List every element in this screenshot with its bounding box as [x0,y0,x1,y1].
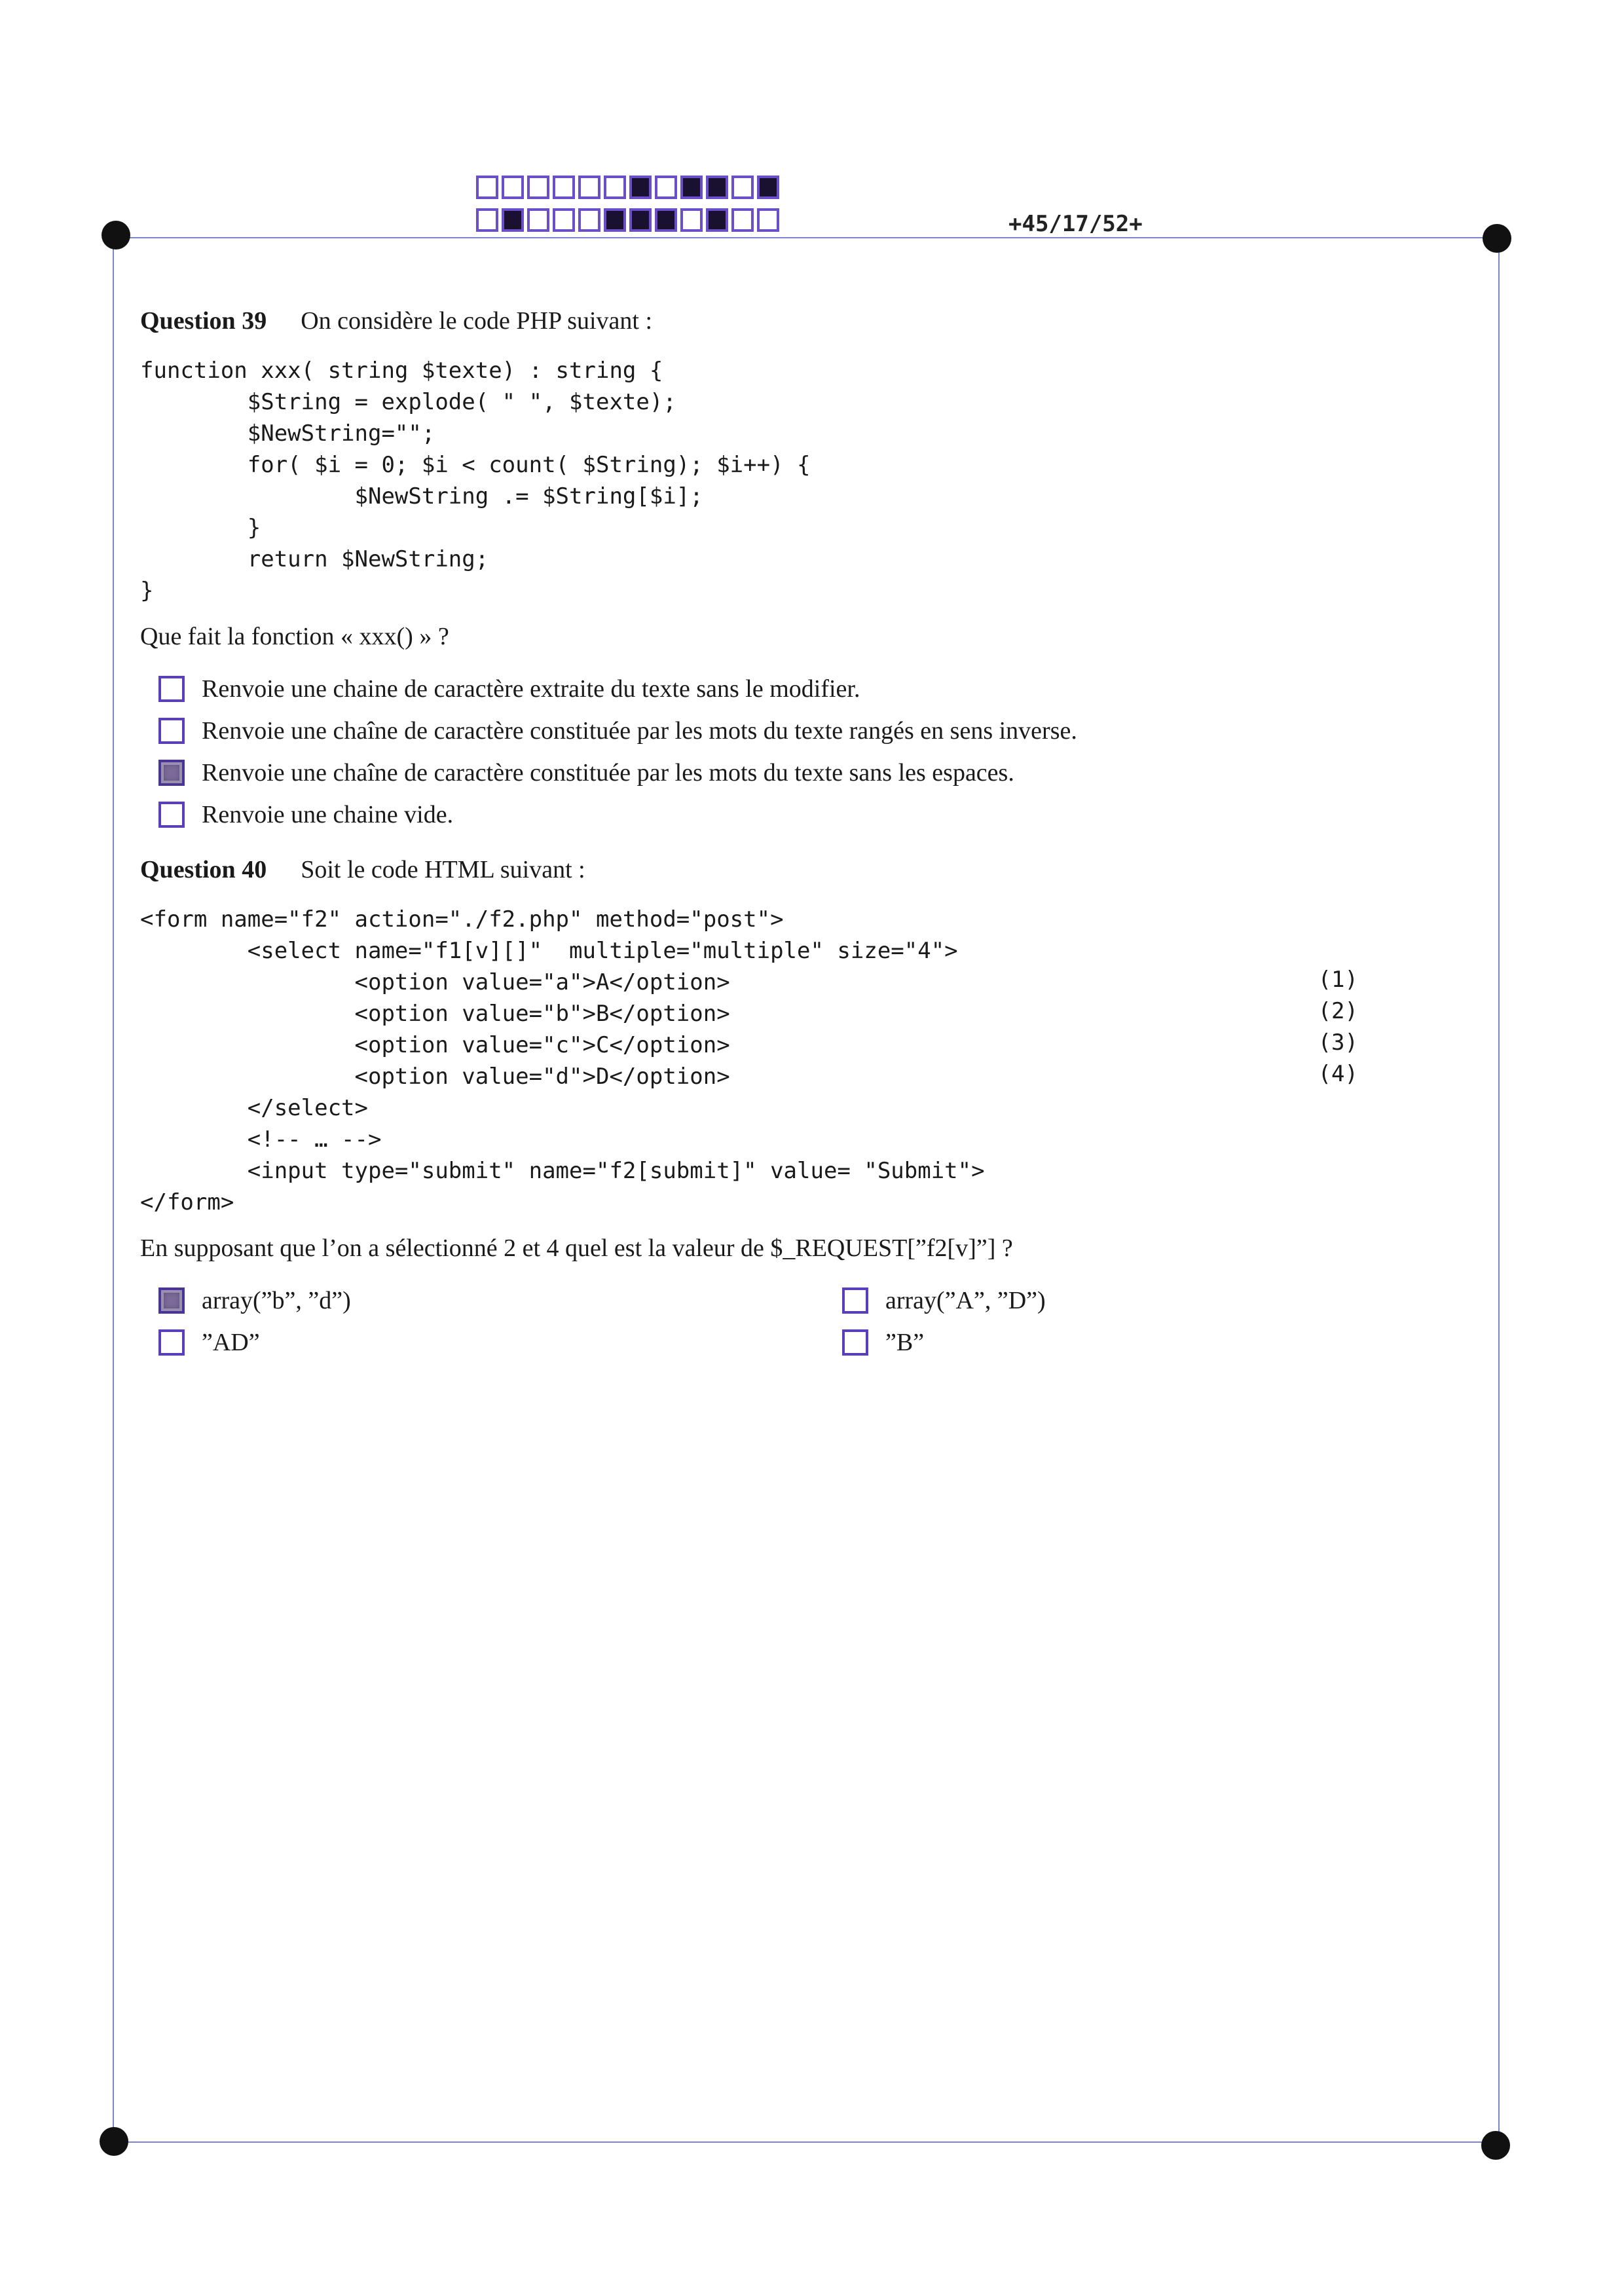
barcode-cell [680,176,703,199]
answer-choice-label: array(”b”, ”d”) [202,1287,351,1314]
code-line [140,935,1411,967]
barcode-cell [731,208,754,232]
corner-mark-top-right [1483,224,1511,253]
checkbox-icon[interactable] [158,676,185,702]
code-line-ref-number: (1) [1318,967,1358,993]
checkbox-icon[interactable] [842,1329,868,1356]
code-line [140,998,1411,1029]
checked-box-icon[interactable] [158,760,185,786]
code-line [140,904,1411,935]
barcode-cell [476,176,498,199]
barcode-cell [476,208,498,232]
code-line-text: <select name="f1[v][]" multiple="multiple" size="4"> [140,938,958,964]
answer-choice-label: Renvoie une chaine de caractère extraite du texte sans le modifier. [202,675,860,703]
code-line [140,1124,1411,1155]
answer-choice[interactable] [158,752,1411,794]
barcode-cell [731,176,754,199]
barcode-cell [578,176,600,199]
barcode-cell [680,208,703,232]
checkbox-icon[interactable] [158,1329,185,1356]
barcode-cell [629,176,652,199]
question-39-label: Question 39 [140,307,267,335]
barcode-cell [757,208,779,232]
answer-choice-label: ”AD” [202,1329,260,1356]
answer-choice-label: Renvoie une chaîne de caractère constituée par les mots du texte rangés en sens inverse. [202,717,1077,745]
question-40-header [140,855,1411,884]
question-40-code [140,904,1411,1218]
barcode-cell [502,208,524,232]
checkbox-icon[interactable] [842,1287,868,1314]
question-40-choices [158,1280,1411,1363]
barcode-cell [629,208,652,232]
code-line-ref-number: (3) [1318,1029,1358,1056]
code-line-text: <!-- … --> [140,1126,382,1153]
barcode-row-bottom [476,208,779,232]
answer-choice[interactable] [158,794,1411,836]
question-40-intro: Soit le code HTML suivant : [301,856,585,883]
code-line [140,1061,1411,1092]
corner-mark-top-left [101,221,130,250]
barcode-cell [578,208,600,232]
code-line-text: </form> [140,1189,234,1215]
barcode-cell [527,176,549,199]
barcode-cell [553,208,575,232]
answer-choice-label: ”B” [885,1329,925,1356]
code-line-text: <option value="c">C</option> [140,1032,730,1058]
answer-choice[interactable] [842,1280,1366,1322]
barcode-cell [655,208,677,232]
question-39-code: function xxx( string $texte) : string { $String = explode( " ", $texte); $NewString=""; for( $i = 0; $i < count( $String); $i++) { $NewString .= $String[$i]; } return $NewString; } [140,358,811,604]
checked-box-icon[interactable] [158,1287,185,1314]
answer-choice[interactable] [158,1280,842,1322]
answer-choice[interactable] [158,668,1411,710]
corner-mark-bottom-right [1481,2131,1510,2160]
page-id: +45/17/52+ [1008,211,1143,237]
corner-mark-bottom-left [100,2127,128,2156]
barcode-cell [757,176,779,199]
code-line [140,1029,1411,1061]
answer-choice[interactable] [842,1322,1366,1363]
barcode-cell [604,176,626,199]
barcode-cell [527,208,549,232]
question-39 [140,306,1411,836]
answer-choice-label: Renvoie une chaine vide. [202,801,454,828]
code-line-text: <option value="d">D</option> [140,1064,730,1090]
question-39-prompt: Que fait la fonction « xxx() » ? [140,623,449,650]
code-line-ref-number: (4) [1318,1061,1358,1087]
answer-choice-label: Renvoie une chaîne de caractère constituée par les mots du texte sans les espaces. [202,759,1014,787]
answer-choice[interactable] [158,1322,842,1363]
code-line [140,1187,1411,1218]
question-39-choices [158,668,1411,836]
question-40-label: Question 40 [140,856,267,883]
barcode-cell [655,176,677,199]
barcode-cell [553,176,575,199]
question-40-prompt: En supposant que l’on a sélectionné 2 et 4 quel est la valeur de $_REQUEST[”f2[v]”] ? [140,1234,1013,1262]
code-line-text: </select> [140,1095,368,1121]
checkbox-icon[interactable] [158,802,185,828]
code-line-text: <option value="a">A</option> [140,969,730,995]
code-line [140,1155,1411,1187]
question-39-header [140,306,1411,335]
question-40 [140,855,1411,1363]
code-line-ref-number: (2) [1318,998,1358,1024]
code-line-text: <input type="submit" name="f2[submit]" value= "Submit"> [140,1158,985,1184]
barcode-cell [502,176,524,199]
code-line-text: <option value="b">B</option> [140,1001,730,1027]
barcode-cell [706,208,728,232]
answer-choice-label: array(”A”, ”D”) [885,1287,1046,1314]
answer-choice[interactable] [158,710,1411,752]
question-39-intro: On considère le code PHP suivant : [301,307,653,335]
code-line [140,1092,1411,1124]
barcode-row-top [476,176,779,199]
exam-content [140,306,1411,1363]
barcode-cell [706,176,728,199]
barcode-cell [604,208,626,232]
code-line-text: <form name="f2" action="./f2.php" method="post"> [140,906,784,933]
code-line [140,967,1411,998]
checkbox-icon[interactable] [158,718,185,744]
